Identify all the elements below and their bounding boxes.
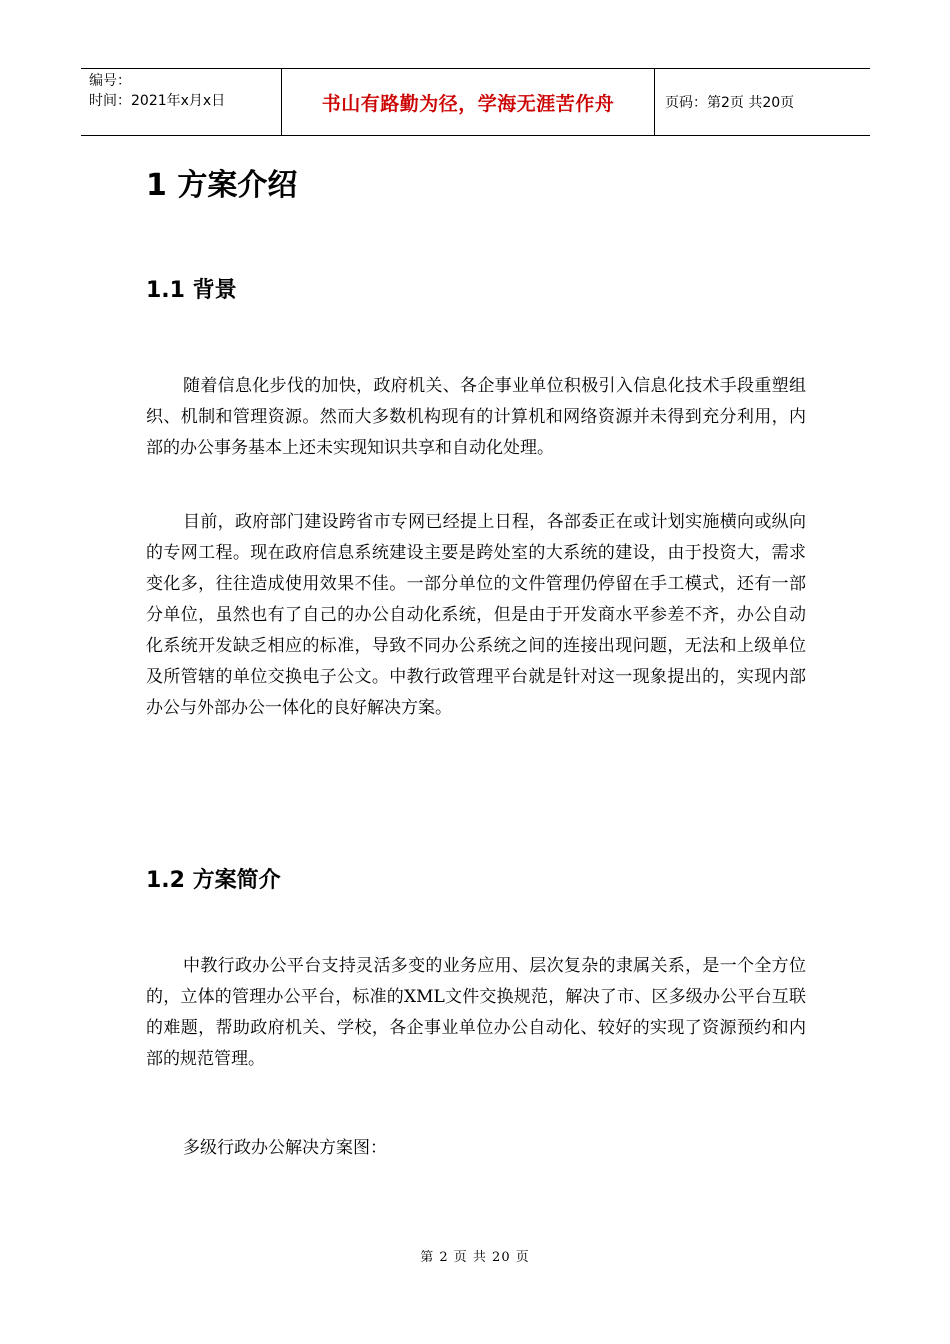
page-footer: 第 2 页 共 20 页 [420, 1250, 530, 1265]
subsection-title-overview: 1.2 方案简介 [146, 868, 281, 893]
background-paragraph-1: 随着信息化步伐的加快，政府机关、各企事业单位积极引入信息化技术手段重塑组织、机制和管理资源。然而大多数机构现有的计算机和网络资源并未得到充分利用，内部的办公事务基本上还未实现知识共享和自动化处理。 [146, 376, 806, 458]
document-date-label: 时间：2021年x月x日 [89, 93, 226, 109]
header-page-info: 页码：第2页 共20页 [665, 95, 795, 111]
header-meta-cell [81, 69, 282, 135]
document-header [81, 68, 870, 136]
section-title: 1 方案介绍 [146, 168, 298, 203]
overview-paragraph-1: 中教行政办公平台支持灵活多变的业务应用、层次复杂的隶属关系，是一个全方位的，立体的管理办公平台，标准的XML文件交换规范，解决了市、区多级办公平台互联的难题，帮助政府机关、学校，各企事业单位办公自动化、较好的实现了资源预约和内部的规范管理。 [146, 956, 806, 1069]
header-motto: 书山有路勤为径，学海无涯苦作舟 [282, 69, 655, 135]
subsection-title-background: 1.1 背景 [146, 278, 237, 303]
overview-paragraph-2: 多级行政办公解决方案图： [183, 1138, 387, 1158]
background-paragraph-2: 目前，政府部门建设跨省市专网已经提上日程，各部委正在或计划实施横向或纵向的专网工程。现在政府信息系统建设主要是跨处室的大系统的建设，由于投资大，需求变化多，往往造成使用效果不佳。一部分单位的文件管理仍停留在手工模式，还有一部分单位，虽然也有了自己的办公自动化系统，但是由于开发商水平参差不齐，办公自动化系统开发缺乏相应的标准，导致不同办公系统之间的连接出现问题，无法和上级单位及所管辖的单位交换电子公文。中教行政管理平台就是针对这一现象提出的，实现内部办公与外部办公一体化的良好解决方案。 [146, 512, 806, 718]
document-number-label: 编号： [89, 73, 131, 89]
